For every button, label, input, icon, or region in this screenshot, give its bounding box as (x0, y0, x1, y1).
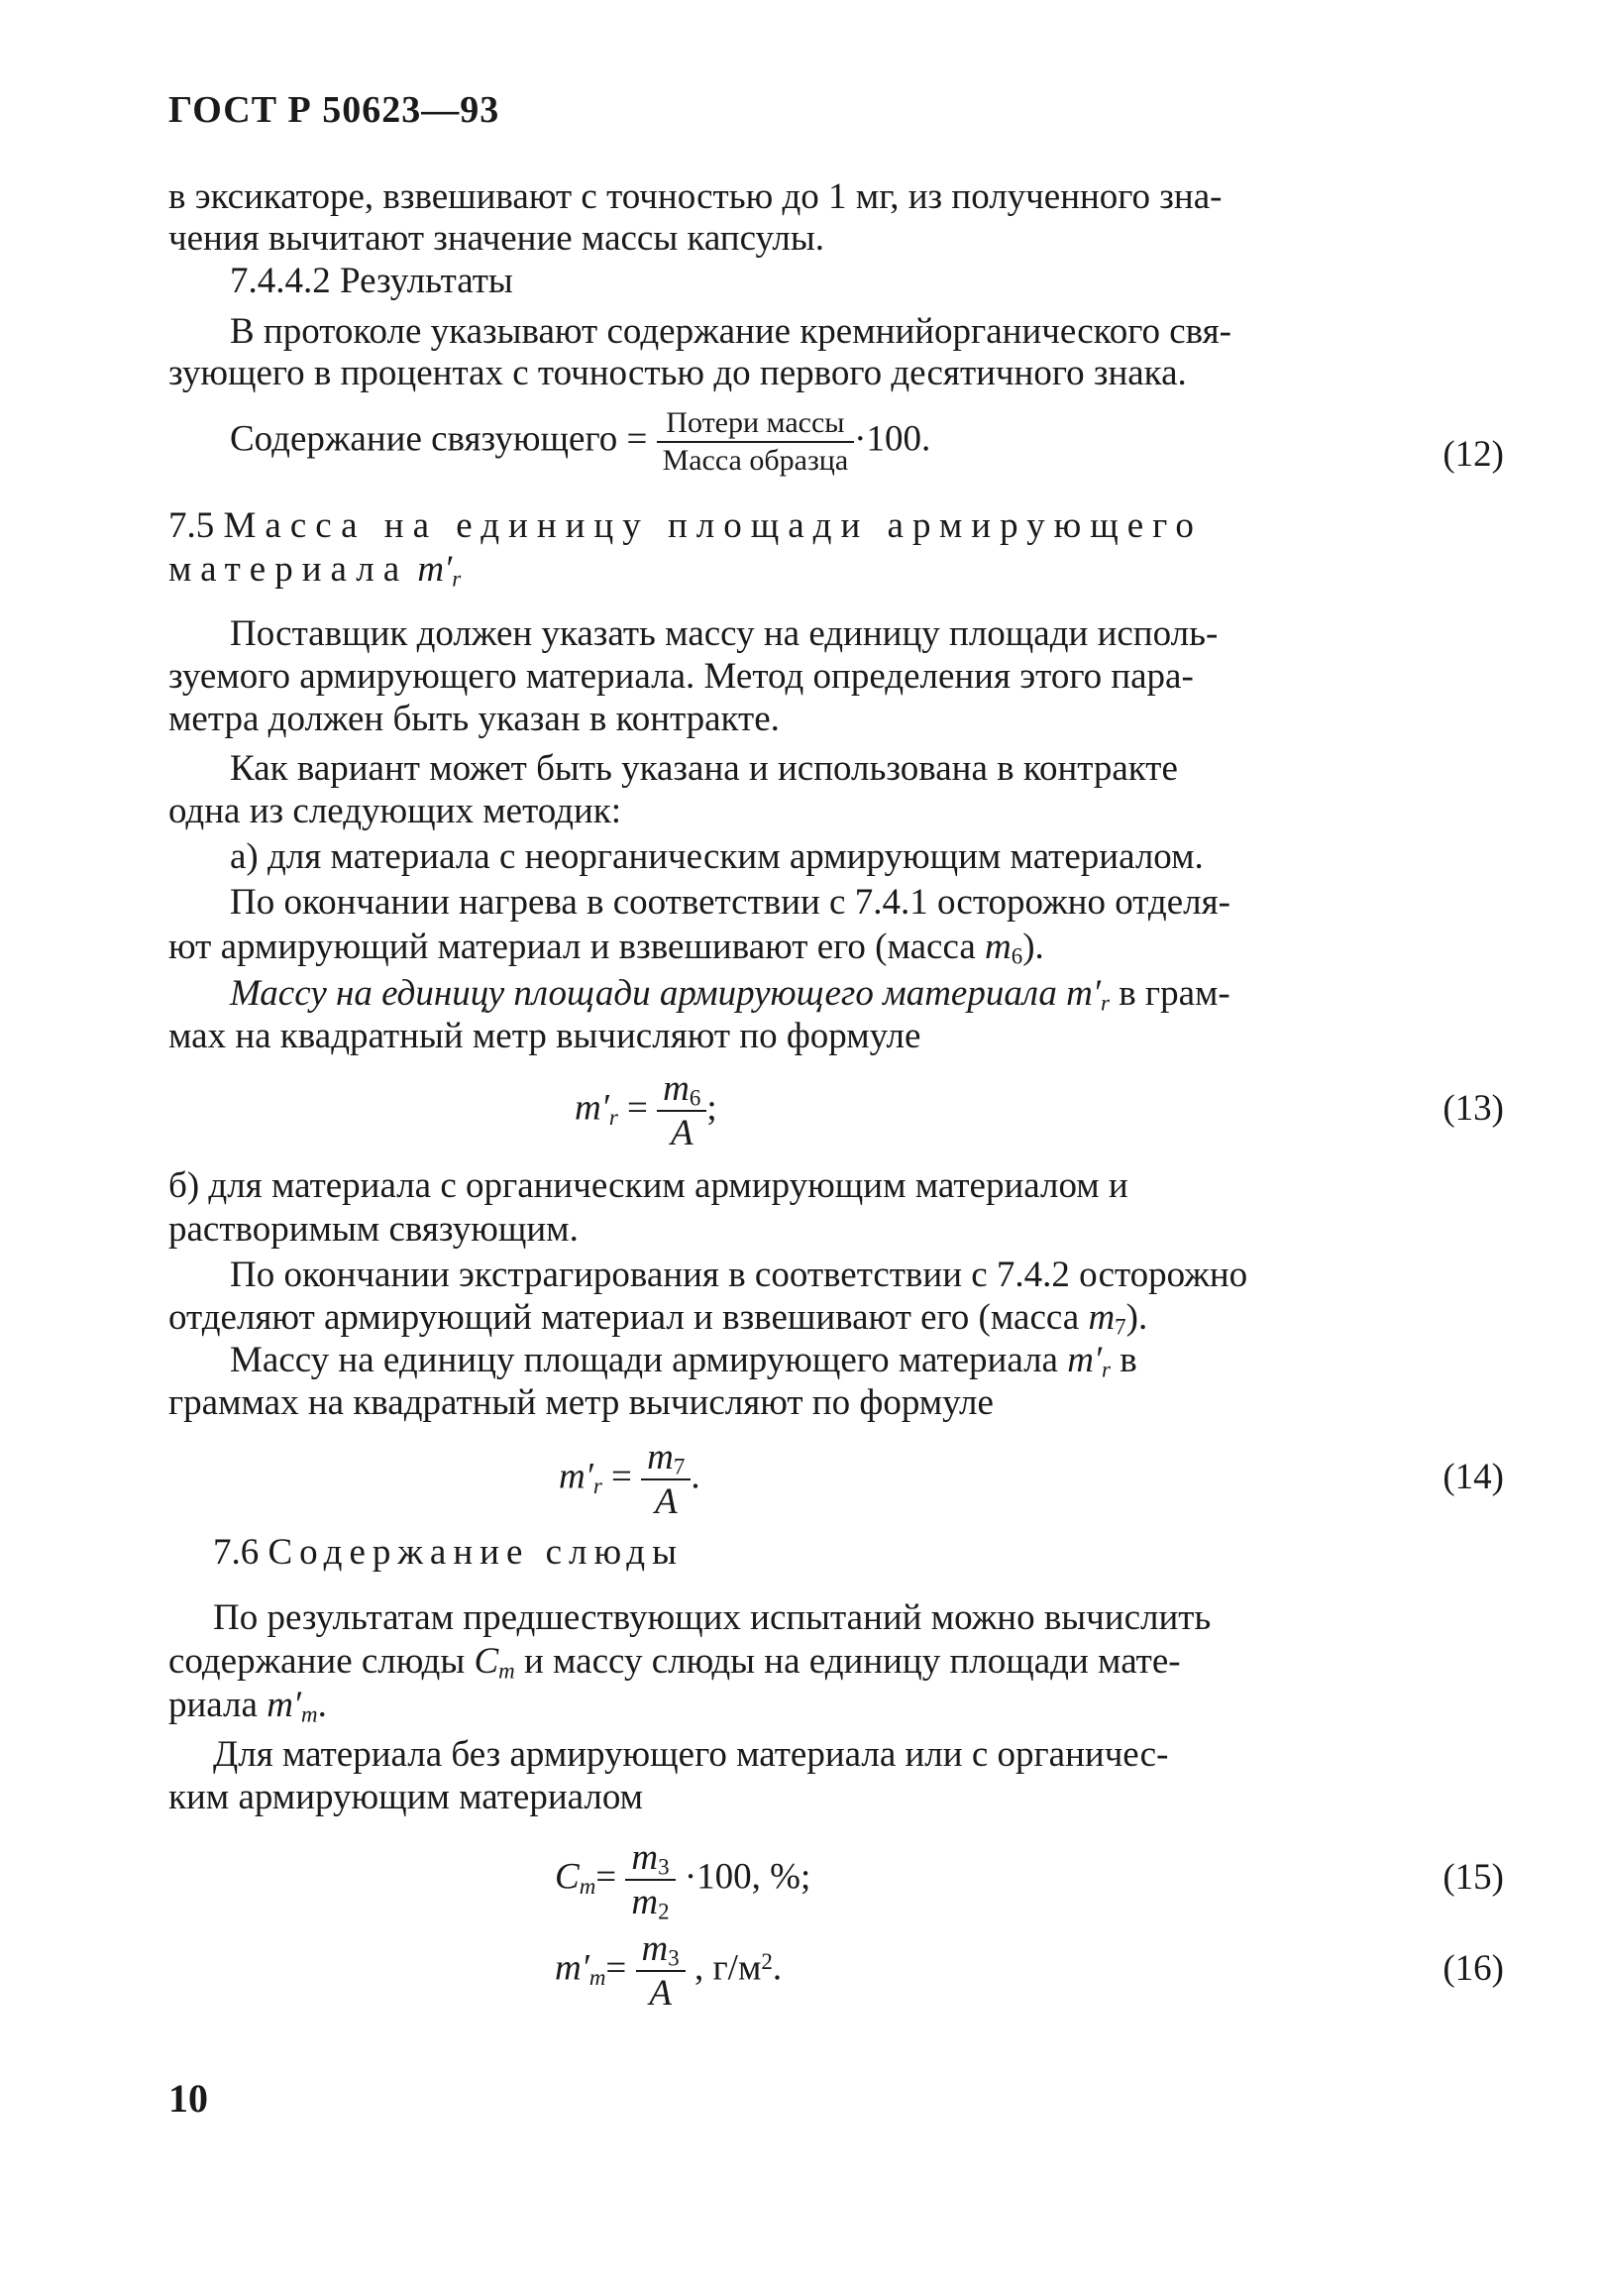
text-segment: в грам- (1109, 973, 1230, 1014)
text-line: одна из следующих методик: (168, 791, 622, 831)
denominator-symbol: A (670, 1113, 694, 1153)
numerator-symbol: m (663, 1068, 690, 1109)
formula-tail: ·100, %; (684, 1856, 811, 1898)
symbol: m (985, 927, 1012, 967)
section-number: 7.6 (213, 1532, 260, 1573)
text-segment: ют армирующий материал и взвешивают его (масса (168, 927, 986, 967)
text-line: растворимым связующим. (168, 1209, 579, 1250)
symbol-subscript: r (1102, 1357, 1111, 1382)
text-segment: ). (1022, 927, 1044, 967)
text-line (168, 927, 1044, 969)
formula-label: (14) (1442, 1457, 1504, 1497)
formula-lhs-subscript: m (588, 1965, 606, 1991)
formula-label: (15) (1442, 1857, 1504, 1898)
subsection-heading: 7.4.4.2 Результаты (230, 261, 513, 301)
equals-sign: = (595, 1856, 617, 1898)
fraction (657, 1070, 706, 1151)
equals-sign: = (627, 1087, 648, 1129)
formula-tail: . (772, 1947, 783, 1989)
section-title-cont: материала (168, 549, 409, 590)
text-line: чения вычитают значение массы капсулы. (168, 218, 824, 259)
text-line (168, 1685, 327, 1727)
text-line: зуемого армирующего материала. Метод определения этого пара- (168, 656, 1194, 697)
formula-lhs: C (555, 1856, 580, 1898)
fraction-numerator: Потери массы (657, 408, 855, 443)
text-segment: Массу на единицу площади армирующего материала (230, 973, 1067, 1014)
text-line: в эксикаторе, взвешивают с точностью до 1 мг, из полученного зна- (168, 176, 1223, 217)
formula-label: (16) (1442, 1948, 1504, 1989)
text-line: б) для материала с органическим армирующим материалом и (168, 1165, 1128, 1206)
text-line: ким армирующим материалом (168, 1777, 644, 1817)
fraction-numerator (641, 1439, 691, 1480)
symbol-subscript: m (498, 1658, 515, 1684)
symbol-subscript: r (452, 566, 462, 592)
symbol: m′ (1066, 973, 1101, 1014)
section-heading-7-5 (168, 507, 1203, 544)
numerator-subscript: 3 (658, 1854, 670, 1880)
text-segment: и массу слюды на единицу площади мате- (514, 1641, 1181, 1682)
text-line (168, 1641, 1181, 1684)
formula-tail: ·100. (854, 418, 931, 460)
symbol: m′ (267, 1685, 302, 1725)
formula-lhs: m′ (575, 1087, 609, 1129)
section-heading-7-6 (213, 1534, 684, 1571)
symbol: m′ (417, 549, 453, 590)
fraction (636, 1930, 686, 2012)
text-line: а) для материала с неорганическим армирующим материалом. (230, 836, 1204, 877)
text-line: По окончании экстрагирования в соответствии с 7.4.2 осторожно (230, 1255, 1248, 1295)
text-segment: ). (1125, 1297, 1148, 1338)
text-line: мах на квадратный метр вычисляют по формуле (168, 1016, 921, 1056)
formula-tail: . (691, 1456, 700, 1497)
text-line: Как вариант может быть указана и использована в контракте (230, 748, 1178, 789)
fraction-denominator (657, 1112, 706, 1151)
fraction (641, 1439, 691, 1520)
formula-lhs: Содержание связующего = (230, 418, 648, 460)
equals-sign: = (605, 1947, 627, 1989)
fraction-denominator: Масса образца (662, 444, 849, 477)
denominator-symbol: m (631, 1882, 659, 1922)
formula-label: (12) (1442, 434, 1504, 475)
formula-lhs: m′ (559, 1456, 593, 1497)
text-line (230, 973, 1230, 1016)
fraction-denominator (641, 1480, 691, 1520)
unit-superscript: 2 (761, 1949, 773, 1975)
numerator-symbol: m (641, 1928, 669, 1969)
text-segment: в (1110, 1340, 1137, 1380)
section-title: Содержание слюды (267, 1532, 684, 1573)
text-line: метра должен быть указан в контракте. (168, 699, 780, 739)
formula-13 (575, 1070, 717, 1151)
symbol-subscript: 7 (1115, 1314, 1126, 1340)
symbol-subscript: r (1101, 990, 1110, 1016)
symbol: m (1088, 1297, 1116, 1338)
text-line (168, 1297, 1148, 1340)
text-segment: . (317, 1685, 327, 1725)
fraction-denominator (625, 1881, 675, 1924)
formula-14 (559, 1439, 700, 1520)
text-line: По окончании нагрева в соответствии с 7.4.1 осторожно отделя- (230, 882, 1230, 923)
fraction (625, 1837, 675, 1924)
text-line (230, 1340, 1137, 1382)
document-header: ГОСТ Р 50623—93 (168, 89, 500, 131)
formula-16 (555, 1930, 782, 2012)
text-segment: риала (168, 1685, 267, 1725)
formula-label: (13) (1442, 1088, 1504, 1129)
text-line: Для материала без армирующего материала или с органичес- (213, 1734, 1169, 1775)
section-number: 7.5 (168, 505, 215, 546)
section-heading-7-5-cont (168, 549, 462, 592)
numerator-symbol: m (631, 1837, 659, 1878)
text-segment: Массу на единицу площади армирующего материала (230, 1340, 1068, 1380)
symbol-subscript: 6 (1011, 943, 1023, 969)
formula-12 (230, 408, 930, 476)
equals-sign: = (611, 1456, 632, 1497)
symbol-subscript: m (301, 1701, 318, 1727)
formula-lhs-subscript: m (579, 1874, 596, 1900)
denominator-subscript: 2 (658, 1899, 670, 1924)
section-title: Масса на единицу площади армирующего (223, 505, 1203, 546)
denominator-symbol: A (654, 1481, 678, 1522)
formula-tail: , г/м (694, 1947, 762, 1989)
fraction-numerator (657, 1070, 706, 1112)
numerator-subscript: 7 (673, 1454, 686, 1479)
text-line: зующего в процентах с точностью до первого десятичного знака. (168, 353, 1187, 393)
formula-lhs: m′ (555, 1947, 589, 1989)
numerator-subscript: 6 (689, 1085, 701, 1111)
page-number: 10 (168, 2076, 208, 2121)
formula-lhs-subscript: r (592, 1474, 602, 1499)
fraction-denominator (636, 1972, 686, 2012)
numerator-symbol: m (647, 1437, 674, 1477)
formula-15 (555, 1837, 811, 1924)
numerator-subscript: 3 (668, 1945, 680, 1971)
text-line: По результатам предшествующих испытаний можно вычислить (213, 1597, 1212, 1638)
text-segment: отделяют армирующий материал и взвешивают его (масса (168, 1297, 1089, 1338)
fraction (657, 408, 855, 476)
text-line: граммах на квадратный метр вычисляют по формуле (168, 1382, 994, 1423)
text-line: В протоколе указывают содержание кремнийорганического свя- (230, 311, 1231, 352)
symbol: m′ (1067, 1340, 1103, 1380)
text-segment: содержание слюды (168, 1641, 475, 1682)
symbol: C (474, 1641, 499, 1682)
fraction-numerator (625, 1839, 675, 1881)
formula-tail: ; (706, 1087, 717, 1129)
formula-lhs-subscript: r (608, 1105, 618, 1131)
fraction-numerator (636, 1930, 686, 1972)
text-line: Поставщик должен указать массу на единицу площади исполь- (230, 613, 1219, 654)
denominator-symbol: A (649, 1973, 672, 2014)
